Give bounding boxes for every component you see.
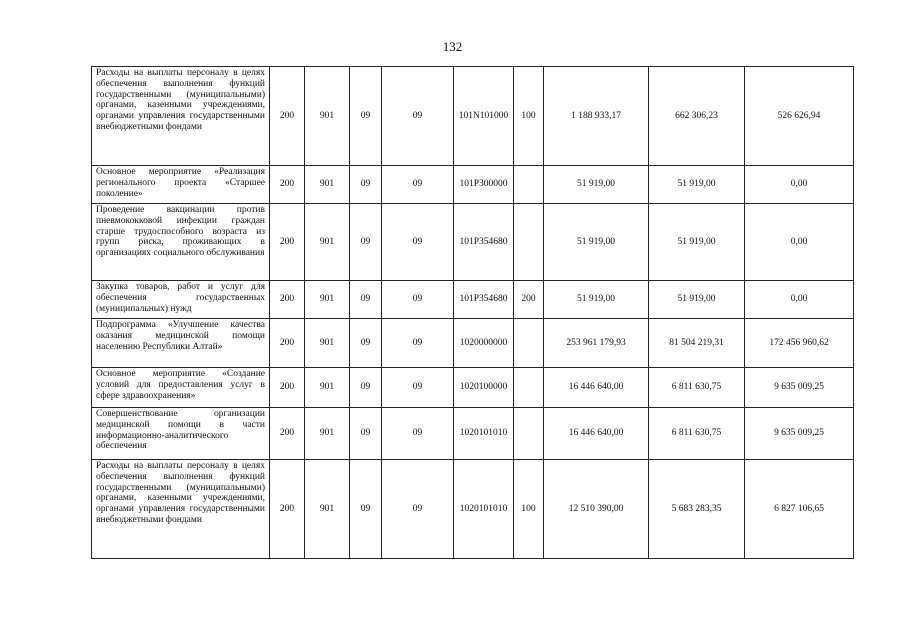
table-row: [92, 204, 854, 281]
page-number: 132: [442, 39, 463, 54]
cell-sum-2: 662 306,23: [649, 67, 745, 166]
cell-expense-type: [514, 408, 544, 460]
row-name: Основное мероприятие «Создание условий для предоставления услуг в сфере здравоохранения»: [92, 368, 270, 408]
cell-target: 101N101000: [454, 67, 514, 166]
table-row: [92, 368, 854, 408]
cell-subsection: 09: [382, 67, 454, 166]
cell-sum-2: 6 811 630,75: [649, 368, 745, 408]
cell-target: 101P354680: [454, 281, 514, 319]
cell-subsection: 09: [382, 460, 454, 559]
table-row: [92, 67, 854, 166]
cell-expense-type: 100: [514, 67, 544, 166]
row-name: Совершенствование организации медицинской помощи в части информационно-аналитического обеспечения: [92, 408, 270, 460]
cell-sum-1: 12 510 390,00: [544, 460, 649, 559]
row-name: Основное мероприятие «Реализация регионального проекта «Старшее поколение»: [92, 166, 270, 204]
cell-sum-2: 81 504 219,31: [649, 319, 745, 368]
cell-code: 200: [270, 319, 305, 368]
cell-ministry: 901: [305, 368, 350, 408]
cell-code: 200: [270, 204, 305, 281]
cell-ministry: 901: [305, 460, 350, 559]
row-name: Расходы на выплаты персоналу в целях обеспечения выполнения функций государственными (муниципальными) органами, казенными учреждениями, органами управления государственными внебюджетными фондами: [92, 67, 270, 166]
row-name: Подпрограмма «Улучшение качества оказания медицинской помощи населению Республики Алтай»: [92, 319, 270, 368]
cell-subsection: 09: [382, 281, 454, 319]
cell-sum-1: 16 446 640,00: [544, 368, 649, 408]
cell-expense-type: 200: [514, 281, 544, 319]
cell-sum-2: 51 919,00: [649, 204, 745, 281]
cell-subsection: 09: [382, 408, 454, 460]
cell-section: 09: [350, 319, 382, 368]
cell-sum-2: 6 811 630,75: [649, 408, 745, 460]
row-name: Проведение вакцинации против пневмококковой инфекции граждан старше трудоспособного возраста из групп риска, проживающих в организациях социального обслуживания: [92, 204, 270, 281]
cell-expense-type: [514, 204, 544, 281]
cell-code: 200: [270, 166, 305, 204]
cell-ministry: 901: [305, 281, 350, 319]
cell-subsection: 09: [382, 166, 454, 204]
cell-code: 200: [270, 281, 305, 319]
table-row: [92, 166, 854, 204]
table-row: [92, 408, 854, 460]
cell-ministry: 901: [305, 166, 350, 204]
cell-ministry: 901: [305, 408, 350, 460]
cell-sum-2: 5 683 283,35: [649, 460, 745, 559]
table-body: [92, 67, 854, 559]
cell-sum-3: 9 635 009,25: [745, 368, 854, 408]
cell-sum-1: 51 919,00: [544, 166, 649, 204]
cell-sum-3: 526 626,94: [745, 67, 854, 166]
cell-ministry: 901: [305, 67, 350, 166]
cell-sum-2: 51 919,00: [649, 166, 745, 204]
cell-section: 09: [350, 460, 382, 559]
cell-section: 09: [350, 204, 382, 281]
table-row: [92, 319, 854, 368]
cell-expense-type: [514, 368, 544, 408]
table-row: [92, 460, 854, 559]
cell-subsection: 09: [382, 319, 454, 368]
cell-section: 09: [350, 281, 382, 319]
cell-subsection: 09: [382, 368, 454, 408]
cell-sum-1: 253 961 179,93: [544, 319, 649, 368]
cell-sum-3: 0,00: [745, 281, 854, 319]
cell-expense-type: 100: [514, 460, 544, 559]
cell-section: 09: [350, 67, 382, 166]
cell-section: 09: [350, 166, 382, 204]
cell-sum-3: 172 456 960,62: [745, 319, 854, 368]
cell-sum-1: 51 919,00: [544, 204, 649, 281]
cell-sum-3: 0,00: [745, 166, 854, 204]
cell-sum-3: 6 827 106,65: [745, 460, 854, 559]
cell-sum-1: 16 446 640,00: [544, 408, 649, 460]
cell-section: 09: [350, 368, 382, 408]
cell-expense-type: [514, 166, 544, 204]
cell-sum-2: 51 919,00: [649, 281, 745, 319]
cell-expense-type: [514, 319, 544, 368]
table-row: [92, 281, 854, 319]
cell-target: 101P300000: [454, 166, 514, 204]
row-name: Расходы на выплаты персоналу в целях обеспечения выполнения функций государственными (муниципальными) органами, казенными учреждениями, органами управления государственными внебюджетными фондами: [92, 460, 270, 559]
budget-table: [91, 66, 854, 559]
cell-code: 200: [270, 67, 305, 166]
cell-target: 1020100000: [454, 368, 514, 408]
cell-code: 200: [270, 408, 305, 460]
cell-target: 1020101010: [454, 460, 514, 559]
cell-target: 101P354680: [454, 204, 514, 281]
cell-section: 09: [350, 408, 382, 460]
cell-target: 1020101010: [454, 408, 514, 460]
cell-target: 1020000000: [454, 319, 514, 368]
cell-ministry: 901: [305, 204, 350, 281]
row-name: Закупка товаров, работ и услуг для обеспечения государственных (муниципальных) нужд: [92, 281, 270, 319]
cell-sum-1: 1 188 933,17: [544, 67, 649, 166]
cell-sum-1: 51 919,00: [544, 281, 649, 319]
cell-sum-3: 9 635 009,25: [745, 408, 854, 460]
cell-sum-3: 0,00: [745, 204, 854, 281]
cell-code: 200: [270, 368, 305, 408]
cell-ministry: 901: [305, 319, 350, 368]
cell-subsection: 09: [382, 204, 454, 281]
cell-code: 200: [270, 460, 305, 559]
